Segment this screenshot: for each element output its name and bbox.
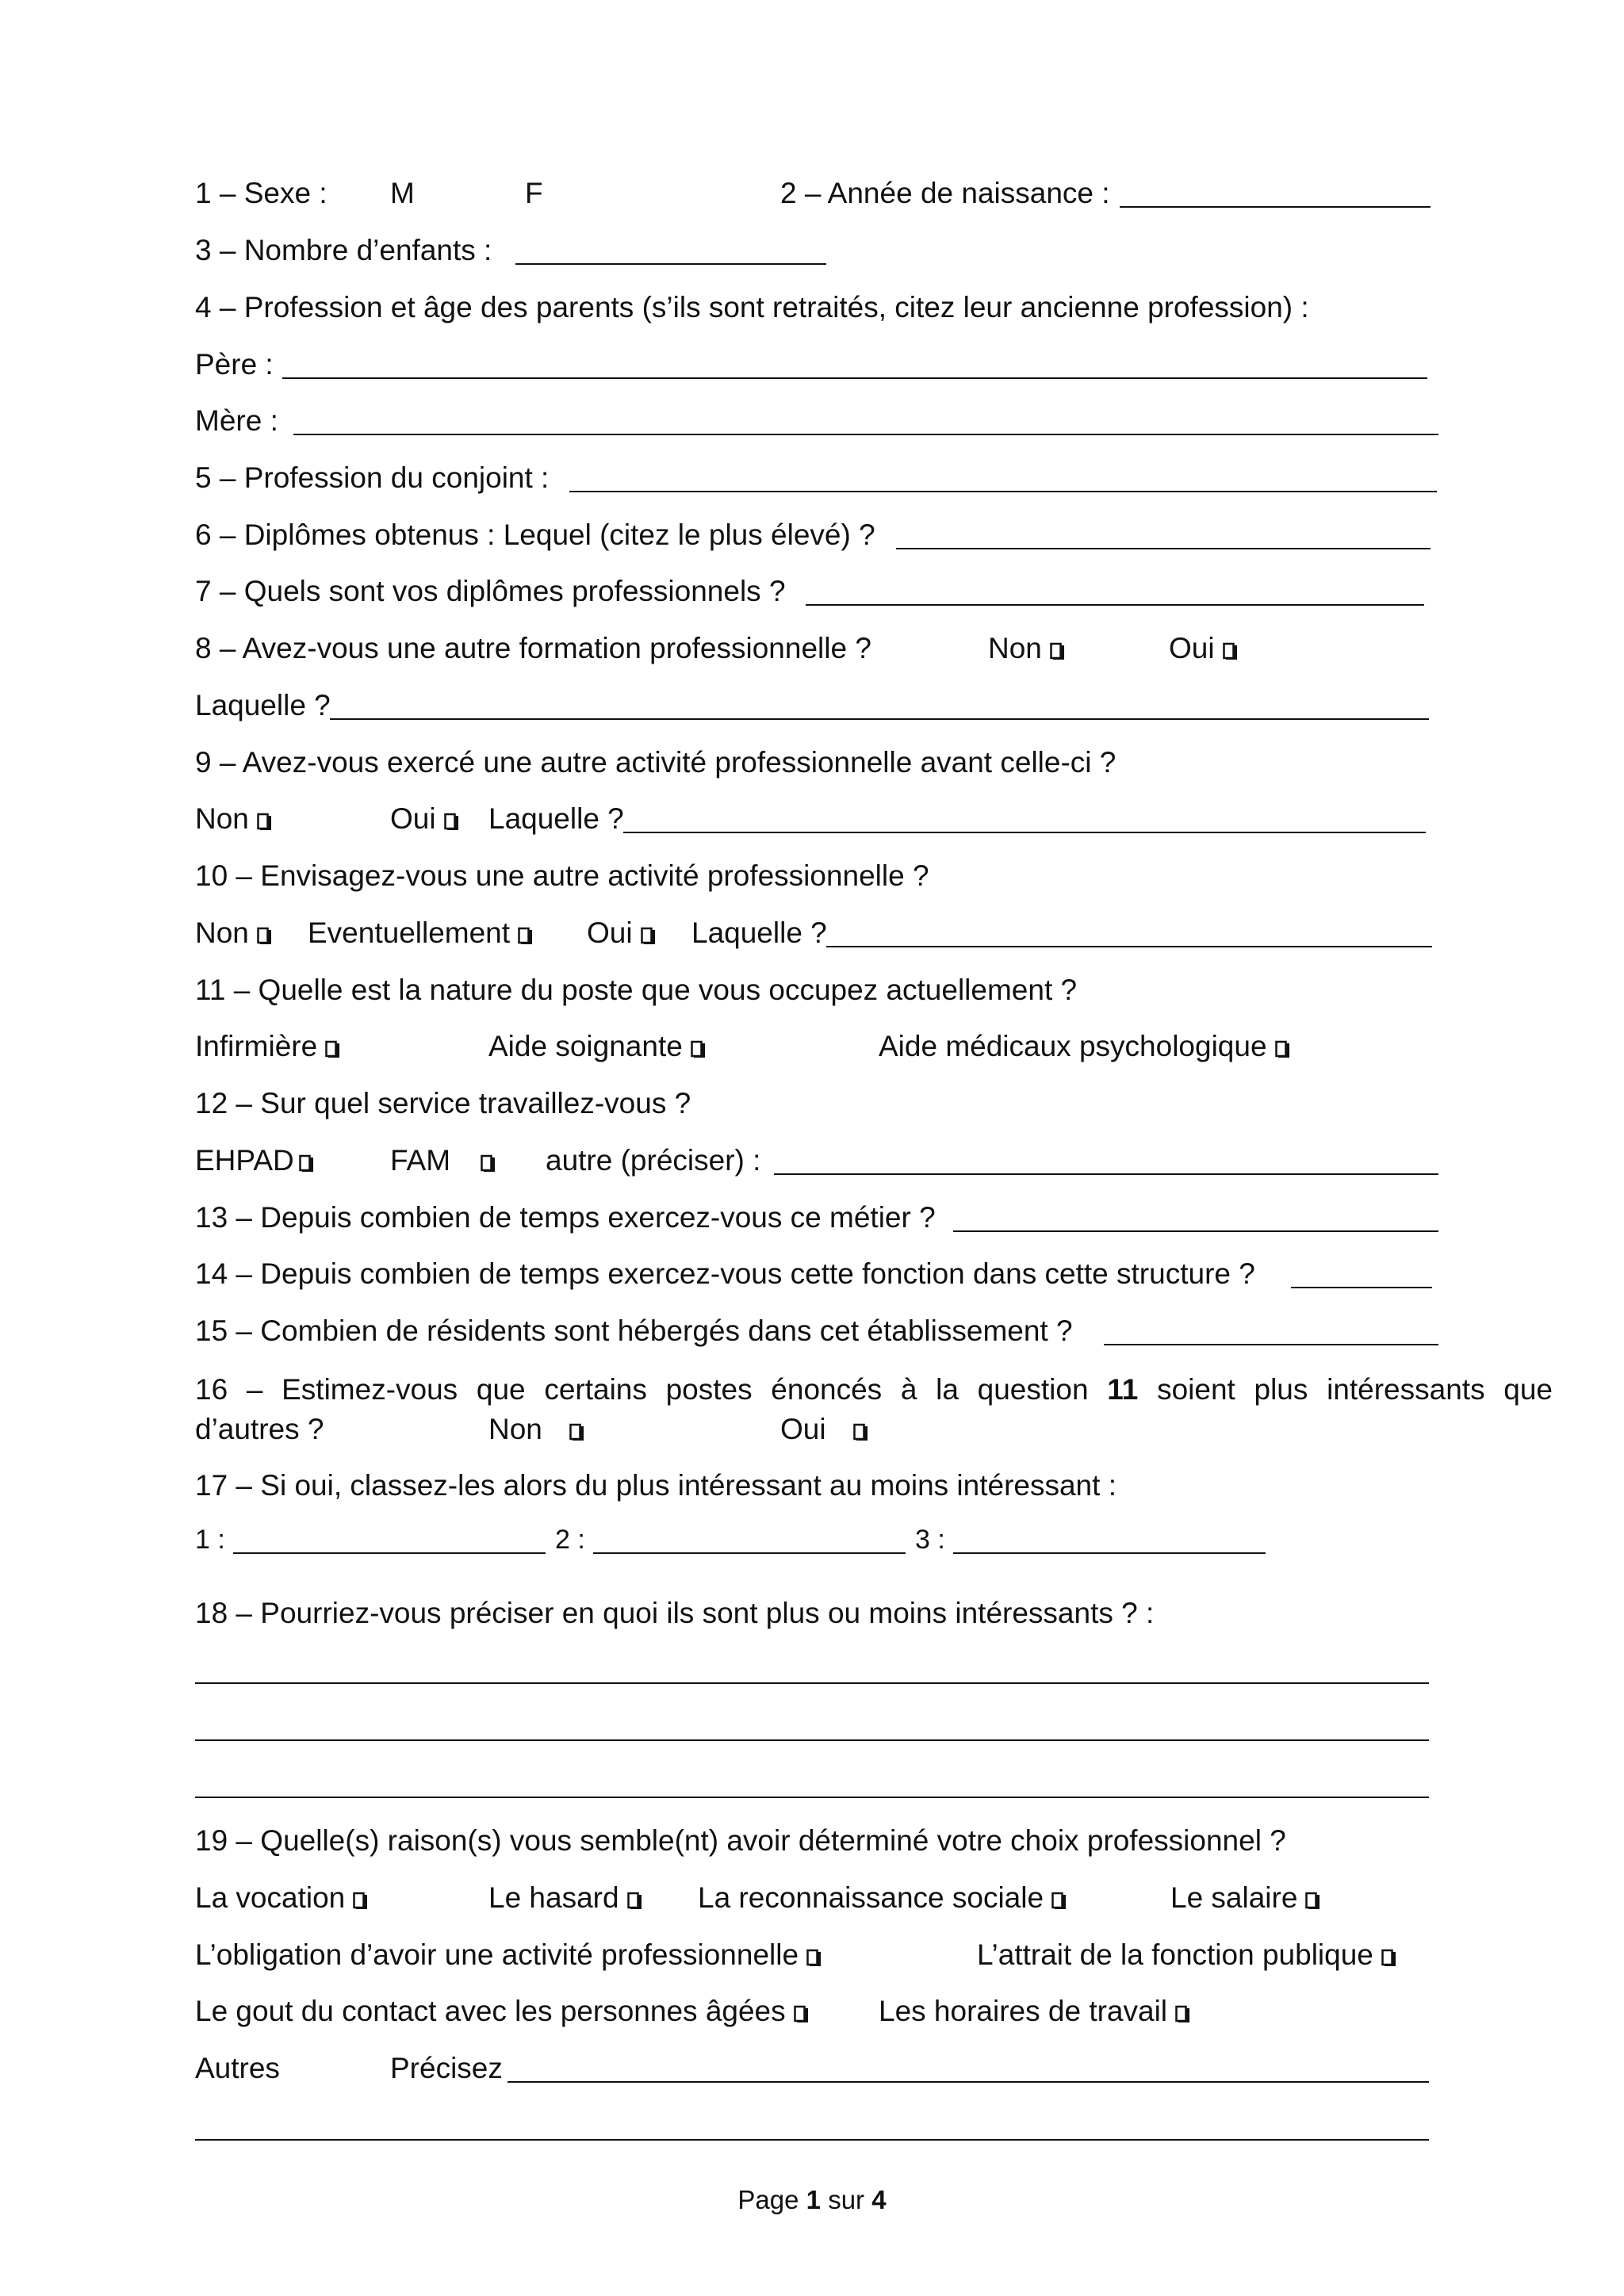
- q19-option-hours[interactable]: [879, 1989, 1190, 2034]
- q6-diploma-field[interactable]: [896, 513, 1431, 549]
- q15-field[interactable]: [1104, 1309, 1438, 1345]
- q19-public-service-label: L’attrait de la fonction publique: [977, 1938, 1373, 1971]
- q16-label-bold: 11: [1107, 1373, 1139, 1406]
- q18-answer-line-3[interactable]: [195, 1797, 1429, 1798]
- checkbox-icon[interactable]: [1051, 1889, 1067, 1910]
- q6-label: 6 – Diplômes obtenus : Lequel (citez le plus élevé) ?: [195, 519, 875, 551]
- footer-total-pages: 4: [871, 2185, 887, 2214]
- q5-spouse-field[interactable]: [569, 456, 1437, 492]
- checkbox-icon[interactable]: [257, 810, 272, 831]
- q2-birth-year-field[interactable]: [1120, 171, 1431, 208]
- footer-page-word: Page: [737, 2185, 799, 2214]
- checkbox-icon[interactable]: [1175, 2003, 1190, 2023]
- q18-answer-line-1[interactable]: [195, 1682, 1429, 1684]
- q2-label: 2 – Année de naissance :: [780, 177, 1110, 209]
- q10-option-no[interactable]: [195, 911, 272, 955]
- q1-option-f[interactable]: F: [525, 177, 543, 209]
- q8-row: [195, 626, 1427, 671]
- q12-other-label: autre (préciser) :: [546, 1144, 761, 1177]
- footer-page-number: 1: [806, 2185, 822, 2214]
- q6-row: [195, 513, 1427, 557]
- q19-chance-label: Le hasard: [488, 1881, 619, 1914]
- q16-no-label: Non: [488, 1413, 542, 1445]
- q19-others-label: Autres: [195, 2052, 280, 2084]
- q19-recognition-label: La reconnaissance sociale: [698, 1881, 1044, 1914]
- q16-option-yes[interactable]: [780, 1407, 868, 1452]
- q8-which-row: [195, 683, 1427, 728]
- q9-label: 9 – Avez-vous exercé une autre activité professionnelle avant celle-ci ?: [195, 746, 1116, 779]
- q19-option-obligation[interactable]: [195, 1933, 822, 1977]
- q3-children-field[interactable]: [515, 228, 826, 265]
- q17-rank-row: [195, 1517, 1427, 1562]
- q19-option-salary[interactable]: [1170, 1876, 1320, 1920]
- q19-answer-line[interactable]: [195, 2139, 1429, 2141]
- q4-father-row: [195, 342, 1427, 387]
- q12-label: 12 – Sur quel service travaillez-vous ?: [195, 1087, 691, 1119]
- q19-obligation-label: L’obligation d’avoir une activité professionnelle: [195, 1938, 799, 1971]
- q17-rank1-label: 1 :: [195, 1525, 225, 1555]
- q8-label: 8 – Avez-vous une autre formation professionnelle ?: [195, 632, 871, 664]
- checkbox-icon[interactable]: [444, 810, 459, 831]
- q19-specify-label: Précisez: [390, 2052, 503, 2084]
- q9-yes-label: Oui: [390, 802, 436, 835]
- q12-options-row: [195, 1138, 1427, 1183]
- q3-label: 3 – Nombre d’enfants :: [195, 234, 492, 266]
- q1-option-m[interactable]: M: [390, 177, 415, 209]
- q4-row: [195, 285, 1427, 330]
- q12-fam-label: FAM: [390, 1144, 451, 1177]
- q8-which-field[interactable]: [330, 683, 1429, 720]
- q10-which-label: Laquelle ?: [691, 916, 827, 949]
- q11-care-aide-label: Aide soignante: [488, 1030, 683, 1062]
- q13-row: [195, 1196, 1427, 1240]
- q12-row: [195, 1081, 1427, 1126]
- q19-option-public-service[interactable]: [977, 1933, 1396, 1977]
- q14-field[interactable]: [1291, 1252, 1432, 1288]
- q14-row: [195, 1252, 1427, 1296]
- q16-question: [195, 1369, 1553, 1410]
- checkbox-icon[interactable]: [1275, 1038, 1290, 1058]
- q19-option-vocation[interactable]: [195, 1876, 368, 1920]
- q1-label: 1 – Sexe :: [195, 177, 327, 209]
- q11-option-care-aide[interactable]: [488, 1024, 706, 1069]
- q9-which-field[interactable]: [623, 797, 1426, 833]
- q18-answer-line-2[interactable]: [195, 1739, 1429, 1741]
- q10-option-maybe[interactable]: [308, 911, 533, 955]
- q16-options-row: [195, 1407, 1427, 1452]
- q10-yes-label: Oui: [587, 916, 633, 949]
- q11-amp-label: Aide médicaux psychologique: [879, 1030, 1267, 1062]
- checkbox-icon[interactable]: [627, 1889, 642, 1910]
- page-footer: [0, 2181, 1624, 2219]
- q16-label-end: soient plus intéressants que: [1157, 1373, 1553, 1406]
- q19-specify-field[interactable]: [508, 2046, 1429, 2083]
- q10-option-yes[interactable]: [587, 911, 656, 955]
- checkbox-icon[interactable]: [1223, 640, 1238, 660]
- q12-other-field[interactable]: [774, 1138, 1438, 1175]
- checkbox-icon[interactable]: [353, 1889, 368, 1910]
- q10-row: [195, 854, 1427, 898]
- q19-option-contact[interactable]: [195, 1989, 809, 2034]
- q4-mother-label: Mère :: [195, 404, 278, 437]
- q19-salary-label: Le salaire: [1170, 1881, 1298, 1914]
- q4-father-field[interactable]: [282, 342, 1427, 379]
- checkbox-icon[interactable]: [257, 924, 272, 945]
- q17-rank1-field[interactable]: [233, 1517, 546, 1554]
- checkbox-icon[interactable]: [481, 1152, 496, 1173]
- q8-yes-label: Oui: [1169, 632, 1215, 664]
- checkbox-icon[interactable]: [794, 2003, 809, 2023]
- q19-option-chance[interactable]: [488, 1876, 642, 1920]
- q13-field[interactable]: [953, 1196, 1438, 1232]
- q17-row: [195, 1464, 1427, 1508]
- checkbox-icon[interactable]: [806, 1946, 822, 1967]
- q12-ehpad-label: EHPAD: [195, 1144, 294, 1177]
- q4-mother-row: [195, 399, 1427, 443]
- q14-label: 14 – Depuis combien de temps exercez-vous cette fonction dans cette structure ?: [195, 1257, 1255, 1290]
- checkbox-icon[interactable]: [691, 1038, 706, 1058]
- q19-options-row-2: [195, 1933, 1427, 1977]
- checkbox-icon[interactable]: [325, 1038, 340, 1058]
- checkbox-icon[interactable]: [1381, 1946, 1396, 1967]
- q8-option-yes[interactable]: [1169, 626, 1238, 671]
- q16-label-cont: d’autres ?: [195, 1413, 324, 1445]
- q16-option-no[interactable]: [488, 1407, 584, 1452]
- q9-no-label: Non: [195, 802, 249, 835]
- q8-no-label: Non: [988, 632, 1042, 664]
- q12-option-fam[interactable]: [390, 1138, 496, 1183]
- footer-of-word: sur: [828, 2185, 865, 2214]
- q19-label: 19 – Quelle(s) raison(s) vous semble(nt) avoir déterminé votre choix professionnel ?: [195, 1824, 1286, 1857]
- q10-maybe-label: Eventuellement: [308, 916, 511, 949]
- q17-rank2-field[interactable]: [593, 1517, 906, 1554]
- q19-options-row-3: [195, 1989, 1427, 2034]
- q11-label: 11 – Quelle est la nature du poste que vous occupez actuellement ?: [195, 974, 1078, 1006]
- q4-mother-field[interactable]: [293, 399, 1438, 435]
- q19-vocation-label: La vocation: [195, 1881, 346, 1914]
- q17-rank3-field[interactable]: [953, 1517, 1266, 1554]
- q9-option-yes[interactable]: [390, 797, 459, 841]
- q17-label: 17 – Si oui, classez-les alors du plus intéressant au moins intéressant :: [195, 1469, 1116, 1502]
- q19-options-row-1: [195, 1876, 1427, 1920]
- q19-other-row: [195, 2046, 1427, 2091]
- checkbox-icon[interactable]: [299, 1152, 314, 1173]
- q12-option-ehpad[interactable]: [195, 1138, 314, 1183]
- q19-hours-label: Les horaires de travail: [879, 1995, 1168, 2027]
- q10-options-row: [195, 911, 1427, 955]
- checkbox-icon[interactable]: [853, 1421, 868, 1441]
- q4-father-label: Père :: [195, 348, 274, 381]
- q15-label: 15 – Combien de résidents sont hébergés dans cet établissement ?: [195, 1314, 1073, 1347]
- q19-option-recognition[interactable]: [698, 1876, 1067, 1920]
- q5-label: 5 – Profession du conjoint :: [195, 461, 550, 494]
- checkbox-icon[interactable]: [1305, 1889, 1320, 1910]
- q17-rank3-label: 3 :: [915, 1525, 945, 1555]
- q10-label: 10 – Envisagez-vous une autre activité professionnelle ?: [195, 859, 929, 892]
- q15-row: [195, 1309, 1427, 1353]
- q1-q2-row: [195, 171, 1427, 216]
- q11-row: [195, 968, 1427, 1012]
- q9-option-no[interactable]: [195, 797, 272, 841]
- q7-label: 7 – Quels sont vos diplômes professionnels ?: [195, 575, 786, 607]
- q10-no-label: Non: [195, 916, 249, 949]
- checkbox-icon[interactable]: [641, 924, 656, 945]
- checkbox-icon[interactable]: [569, 1421, 584, 1441]
- q11-nurse-label: Infirmière: [195, 1030, 318, 1062]
- q13-label: 13 – Depuis combien de temps exercez-vous ce métier ?: [195, 1201, 936, 1234]
- q16-yes-label: Oui: [780, 1413, 826, 1445]
- q17-rank2-label: 2 :: [555, 1525, 585, 1555]
- q9-options-row: [195, 797, 1427, 841]
- q11-options-row: [195, 1024, 1427, 1069]
- q9-which-label: Laquelle ?: [488, 802, 624, 835]
- q18-row: [195, 1591, 1427, 1636]
- q7-pro-diploma-field[interactable]: [806, 569, 1424, 606]
- q18-label: 18 – Pourriez-vous préciser en quoi ils sont plus ou moins intéressants ? :: [195, 1597, 1155, 1629]
- q5-row: [195, 456, 1427, 500]
- q7-row: [195, 569, 1427, 614]
- checkbox-icon[interactable]: [1050, 640, 1065, 660]
- q19-contact-label: Le gout du contact avec les personnes âgées: [195, 1995, 786, 2027]
- q8-which-label: Laquelle ?: [195, 689, 331, 721]
- q19-row: [195, 1819, 1427, 1863]
- q8-option-no[interactable]: [988, 626, 1065, 671]
- q16-label-start: 16 – Estimez-vous que certains postes énoncés à la question: [195, 1373, 1089, 1406]
- q10-which-field[interactable]: [826, 911, 1432, 947]
- q4-label: 4 – Profession et âge des parents (s’ils sont retraités, citez leur ancienne profession) :: [195, 291, 1309, 323]
- q9-row: [195, 740, 1427, 785]
- q11-option-nurse[interactable]: [195, 1024, 340, 1069]
- q3-row: [195, 228, 1427, 273]
- checkbox-icon[interactable]: [518, 924, 533, 945]
- q11-option-amp[interactable]: [879, 1024, 1290, 1069]
